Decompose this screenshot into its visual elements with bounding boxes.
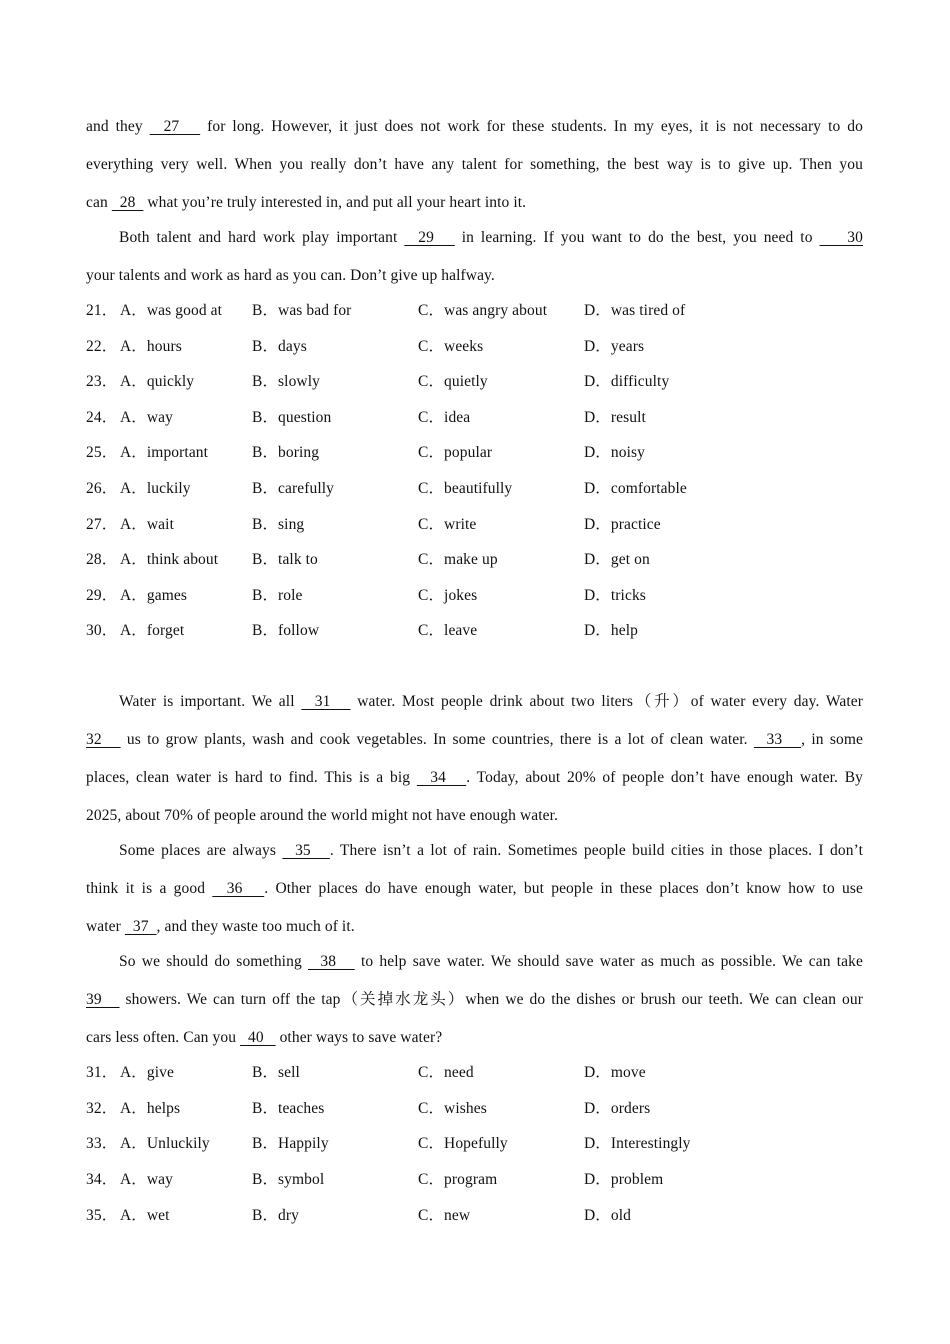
question-number: 29．: [86, 587, 118, 604]
option-b: B．slowly: [252, 373, 320, 390]
option-b: B．carefully: [252, 480, 335, 497]
option-a: A．helps: [120, 1100, 181, 1117]
option-a: A．way: [120, 1171, 174, 1188]
answer-blank: 33: [753, 731, 802, 748]
question-row: [86, 621, 863, 641]
option-d: D．result: [584, 409, 646, 426]
option-b: B．teaches: [252, 1100, 325, 1117]
answer-blank: 29: [404, 229, 455, 246]
option-d: D．noisy: [584, 444, 645, 461]
question-row: [86, 337, 863, 357]
question-number: 31．: [86, 1064, 118, 1081]
option-a: A．hours: [120, 338, 182, 355]
option-d: D．difficulty: [584, 373, 670, 390]
passage-line: 32 us to grow plants, wash and cook vegetables. In some countries, there is a lot of clean water. 33 , in some: [86, 731, 863, 748]
option-d: D．problem: [584, 1171, 664, 1188]
option-d: D．move: [584, 1064, 646, 1081]
answer-blank: 39: [86, 991, 120, 1008]
option-d: D．tricks: [584, 587, 646, 604]
answer-blank: 35: [282, 842, 330, 859]
question-row: [86, 515, 863, 535]
option-a: A．quickly: [120, 373, 195, 390]
answer-blank: 34: [416, 769, 467, 786]
question-number: 30．: [86, 622, 118, 639]
answer-blank: 30: [819, 229, 864, 246]
question-number: 33．: [86, 1135, 118, 1152]
option-b: B．days: [252, 338, 307, 355]
question-row: [86, 550, 863, 570]
option-d: D．years: [584, 338, 645, 355]
passage-line: 39 showers. We can turn off the tap（关掉水龙头）when we do the dishes or brush our teeth. We can clean our: [86, 991, 864, 1008]
option-b: B．question: [252, 409, 332, 426]
question-row: [86, 301, 863, 321]
option-a: A．was good at: [120, 302, 223, 319]
question-number: 24．: [86, 409, 118, 426]
option-c: C．jokes: [418, 587, 478, 604]
option-c: C．idea: [418, 409, 471, 426]
option-d: D．practice: [584, 516, 661, 533]
option-d: D．get on: [584, 551, 650, 568]
question-number: 27．: [86, 516, 118, 533]
option-b: B．dry: [252, 1207, 300, 1224]
option-b: B．boring: [252, 444, 320, 461]
passage-line: can 28 what you’re truly interested in, and put all your heart into it.: [86, 194, 527, 211]
passage-line: think it is a good 36 . Other places do have enough water, but people in these places don’t know how to use: [86, 880, 864, 897]
question-number: 34．: [86, 1171, 118, 1188]
option-c: C．program: [418, 1171, 498, 1188]
question-number: 21．: [86, 302, 118, 319]
question-row: [86, 1206, 863, 1226]
question-number: 22．: [86, 338, 118, 355]
answer-blank: 28: [111, 194, 144, 211]
passage-line: everything very well. When you really don’t have any talent for something, the best way is to give up. Then you: [86, 156, 863, 173]
answer-blank: 31: [301, 693, 351, 710]
option-c: C．need: [418, 1064, 474, 1081]
option-a: A．way: [120, 409, 174, 426]
option-b: B．talk to: [252, 551, 318, 568]
option-a: A．Unluckily: [120, 1135, 210, 1152]
option-c: C．quietly: [418, 373, 488, 390]
answer-blank: 32: [86, 731, 121, 748]
question-number: 35．: [86, 1207, 118, 1224]
question-row: [86, 443, 863, 463]
passage-line: and they 27 for long. However, it just does not work for these students. In my eyes, it is not necessary to do: [86, 118, 864, 135]
option-c: C．popular: [418, 444, 493, 461]
option-b: B．follow: [252, 622, 320, 639]
question-row: [86, 1063, 863, 1083]
question-row: [86, 408, 863, 428]
question-row: [86, 586, 863, 606]
option-c: C．weeks: [418, 338, 484, 355]
passage-line: So we should do something 38 to help save water. We should save water as much as possible. We can take: [119, 953, 863, 970]
question-row: [86, 479, 863, 499]
passage-line: Water is important. We all 31 water. Most people drink about two liters（升）of water every day. Water: [119, 693, 863, 710]
option-d: D．help: [584, 622, 638, 639]
answer-blank: 38: [308, 953, 355, 970]
option-c: C．leave: [418, 622, 478, 639]
option-d: D．was tired of: [584, 302, 686, 319]
question-row: [86, 1134, 863, 1154]
option-b: B．role: [252, 587, 303, 604]
question-number: 25．: [86, 444, 118, 461]
question-number: 32．: [86, 1100, 118, 1117]
question-row: [86, 1170, 863, 1190]
answer-blank: 40: [240, 1029, 276, 1046]
option-b: B．Happily: [252, 1135, 329, 1152]
passage-line: water 37 , and they waste too much of it.: [86, 918, 355, 935]
answer-blank: 27: [149, 118, 201, 135]
option-d: D．Interestingly: [584, 1135, 691, 1152]
option-b: B．symbol: [252, 1171, 325, 1188]
option-a: A．think about: [120, 551, 219, 568]
passage-line: your talents and work as hard as you can. Don’t give up halfway.: [86, 267, 495, 284]
question-row: [86, 1099, 863, 1119]
option-a: A．give: [120, 1064, 174, 1081]
option-c: C．beautifully: [418, 480, 513, 497]
option-d: D．comfortable: [584, 480, 687, 497]
option-c: C．write: [418, 516, 477, 533]
passage-line: Both talent and hard work play important 29 in learning. If you want to do the best, you need to 30: [119, 229, 864, 246]
option-a: A．luckily: [120, 480, 191, 497]
option-d: D．old: [584, 1207, 632, 1224]
question-number: 26．: [86, 480, 118, 497]
option-c: C．was angry about: [418, 302, 548, 319]
option-c: C．new: [418, 1207, 471, 1224]
passage-line: Some places are always 35 . There isn’t a lot of rain. Sometimes people build cities in those places. I don’t: [119, 842, 863, 859]
option-c: C．wishes: [418, 1100, 487, 1117]
option-a: A．games: [120, 587, 187, 604]
option-a: A．wait: [120, 516, 174, 533]
option-a: A．forget: [120, 622, 185, 639]
passage-line: 2025, about 70% of people around the world might not have enough water.: [86, 807, 558, 824]
passage-line: places, clean water is hard to find. This is a big 34 . Today, about 20% of people don’t have enough water. By: [86, 769, 863, 786]
option-b: B．was bad for: [252, 302, 352, 319]
option-d: D．orders: [584, 1100, 651, 1117]
option-c: C．Hopefully: [418, 1135, 508, 1152]
passage-line: cars less often. Can you 40 other ways to save water?: [86, 1029, 443, 1046]
answer-blank: 37: [124, 918, 157, 935]
answer-blank: 36: [212, 880, 265, 897]
option-b: B．sell: [252, 1064, 300, 1081]
option-b: B．sing: [252, 516, 305, 533]
option-a: A．important: [120, 444, 209, 461]
option-c: C．make up: [418, 551, 498, 568]
option-a: A．wet: [120, 1207, 170, 1224]
question-number: 28．: [86, 551, 118, 568]
question-row: [86, 372, 863, 392]
question-number: 23．: [86, 373, 118, 390]
